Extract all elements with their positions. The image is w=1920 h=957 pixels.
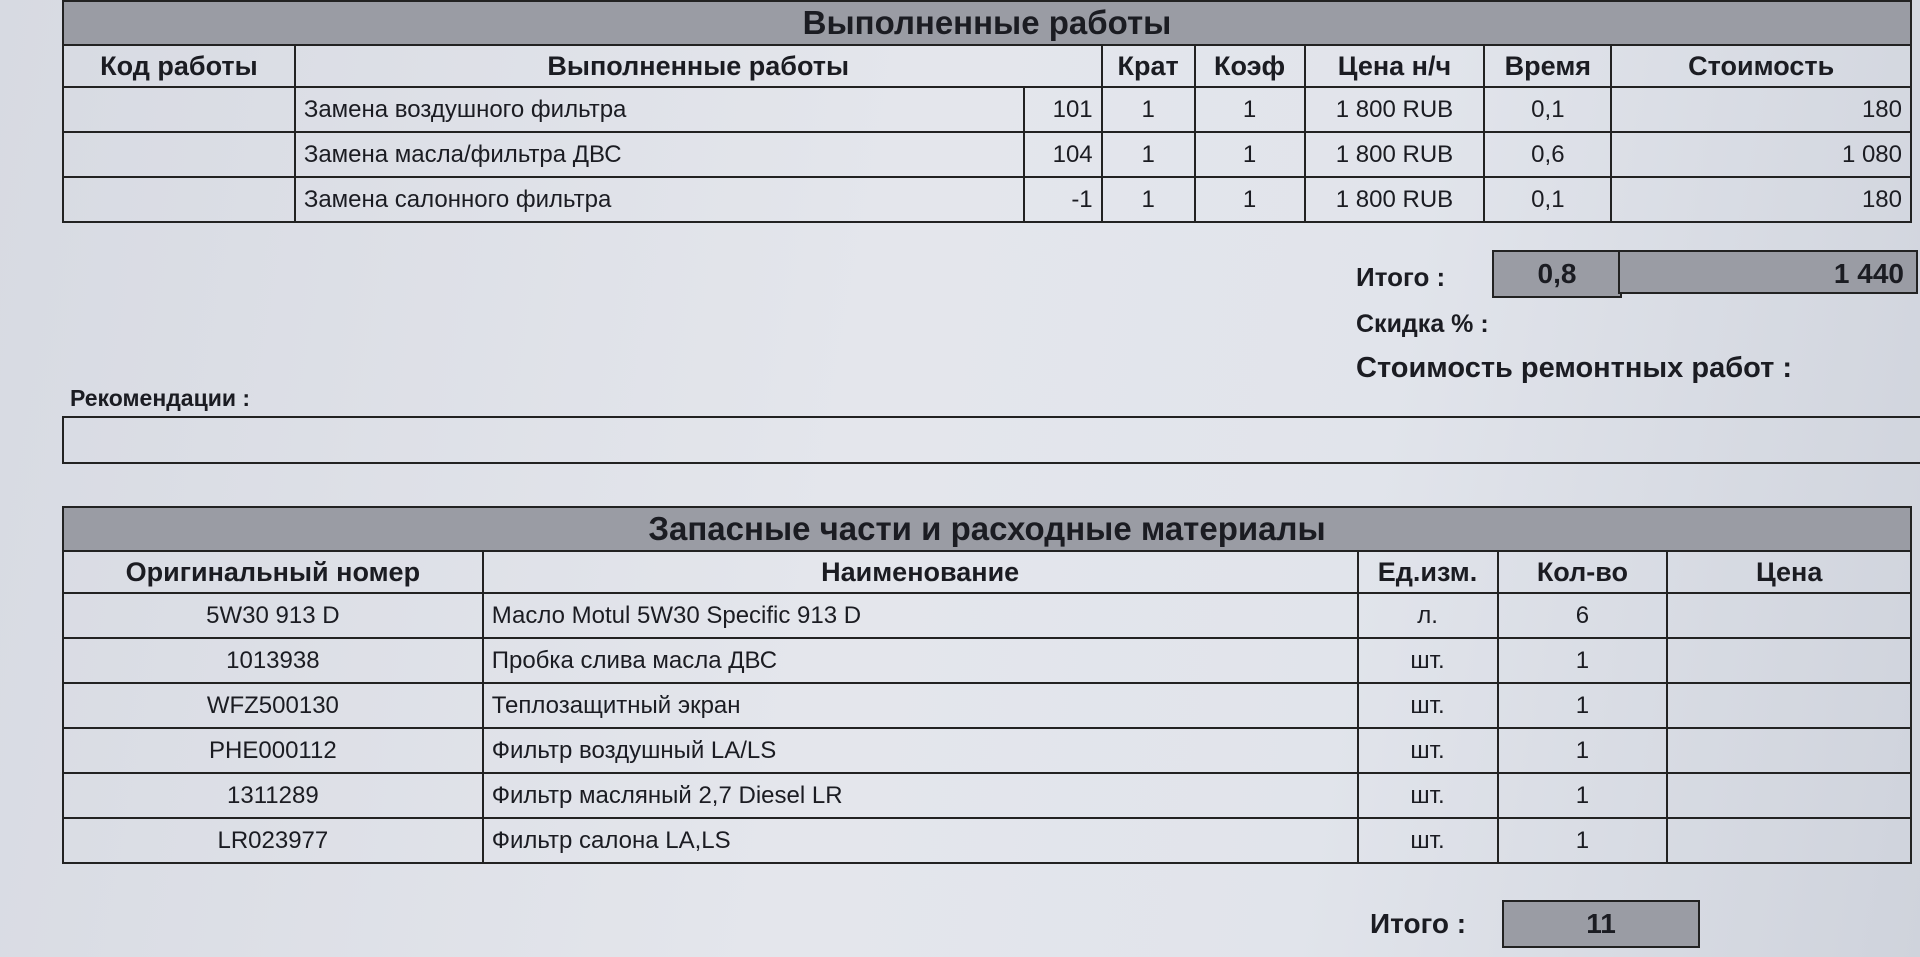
part-qty: 1 <box>1498 728 1668 773</box>
part-name: Масло Motul 5W30 Specific 913 D <box>483 593 1358 638</box>
work-coef: 1 <box>1195 132 1305 177</box>
part-name: Теплозащитный экран <box>483 683 1358 728</box>
part-unit: л. <box>1358 593 1498 638</box>
part-price <box>1667 773 1911 818</box>
header-part-price: Цена <box>1667 551 1911 593</box>
table-row <box>63 728 1911 773</box>
part-price <box>1667 818 1911 863</box>
header-mult: Крат <box>1102 45 1195 87</box>
header-qty: Кол-во <box>1498 551 1668 593</box>
part-qty: 1 <box>1498 683 1668 728</box>
recommendations-label: Рекомендации : <box>70 385 251 411</box>
part-number: 1013938 <box>63 638 483 683</box>
work-time: 0,1 <box>1484 87 1611 132</box>
work-code <box>63 132 295 177</box>
table-row <box>63 177 1911 222</box>
work-time: 0,6 <box>1484 132 1611 177</box>
work-code <box>63 177 295 222</box>
part-name: Фильтр салона LA,LS <box>483 818 1358 863</box>
part-price <box>1667 593 1911 638</box>
part-number: LR023977 <box>63 818 483 863</box>
discount-label: Скидка % : <box>1356 310 1489 338</box>
works-table <box>62 0 1912 223</box>
part-unit: шт. <box>1358 638 1498 683</box>
part-name: Пробка слива масла ДВС <box>483 638 1358 683</box>
work-number: 104 <box>1024 132 1102 177</box>
part-number: PHE000112 <box>63 728 483 773</box>
part-unit: шт. <box>1358 683 1498 728</box>
parts-total-qty: 11 <box>1502 900 1700 948</box>
work-coef: 1 <box>1195 87 1305 132</box>
recommendations-box <box>62 416 1920 464</box>
header-part-name: Наименование <box>483 551 1358 593</box>
part-name: Фильтр воздушный LA/LS <box>483 728 1358 773</box>
header-unit: Ед.изм. <box>1358 551 1498 593</box>
header-code: Код работы <box>63 45 295 87</box>
table-row <box>63 638 1911 683</box>
repair-cost-label: Стоимость ремонтных работ : <box>1356 352 1793 384</box>
work-name: Замена воздушного фильтра <box>295 87 1024 132</box>
works-total-cost: 1 440 <box>1618 250 1918 294</box>
parts-table <box>62 506 1912 864</box>
part-qty: 6 <box>1498 593 1668 638</box>
parts-total-label: Итого : <box>1370 908 1467 939</box>
header-price-per-hour: Цена н/ч <box>1305 45 1485 87</box>
table-row <box>63 773 1911 818</box>
part-qty: 1 <box>1498 818 1668 863</box>
table-row <box>63 132 1911 177</box>
work-cost: 1 080 <box>1611 132 1911 177</box>
works-title: Выполненные работы <box>63 1 1911 45</box>
works-total-time: 0,8 <box>1492 250 1622 298</box>
part-price <box>1667 728 1911 773</box>
work-name: Замена салонного фильтра <box>295 177 1024 222</box>
part-unit: шт. <box>1358 818 1498 863</box>
table-row <box>63 593 1911 638</box>
part-unit: шт. <box>1358 728 1498 773</box>
work-time: 0,1 <box>1484 177 1611 222</box>
part-unit: шт. <box>1358 773 1498 818</box>
part-number: WFZ500130 <box>63 683 483 728</box>
work-price: 1 800 RUB <box>1305 132 1485 177</box>
work-cost: 180 <box>1611 177 1911 222</box>
work-number: 101 <box>1024 87 1102 132</box>
header-work-name: Выполненные работы <box>295 45 1102 87</box>
part-number: 5W30 913 D <box>63 593 483 638</box>
header-cost: Стоимость <box>1611 45 1911 87</box>
header-time: Время <box>1484 45 1611 87</box>
work-coef: 1 <box>1195 177 1305 222</box>
work-mult: 1 <box>1102 132 1195 177</box>
work-mult: 1 <box>1102 87 1195 132</box>
parts-title: Запасные части и расходные материалы <box>63 507 1911 551</box>
work-name: Замена масла/фильтра ДВС <box>295 132 1024 177</box>
part-qty: 1 <box>1498 638 1668 683</box>
table-row <box>63 87 1911 132</box>
table-row <box>63 683 1911 728</box>
table-row <box>63 818 1911 863</box>
part-name: Фильтр масляный 2,7 Diesel LR <box>483 773 1358 818</box>
part-number: 1311289 <box>63 773 483 818</box>
work-price: 1 800 RUB <box>1305 177 1485 222</box>
work-mult: 1 <box>1102 177 1195 222</box>
work-cost: 180 <box>1611 87 1911 132</box>
header-original-number: Оригинальный номер <box>63 551 483 593</box>
works-total-label: Итого : <box>1356 262 1446 292</box>
part-price <box>1667 683 1911 728</box>
part-price <box>1667 638 1911 683</box>
work-price: 1 800 RUB <box>1305 87 1485 132</box>
part-qty: 1 <box>1498 773 1668 818</box>
work-number: -1 <box>1024 177 1102 222</box>
work-code <box>63 87 295 132</box>
header-coef: Коэф <box>1195 45 1305 87</box>
